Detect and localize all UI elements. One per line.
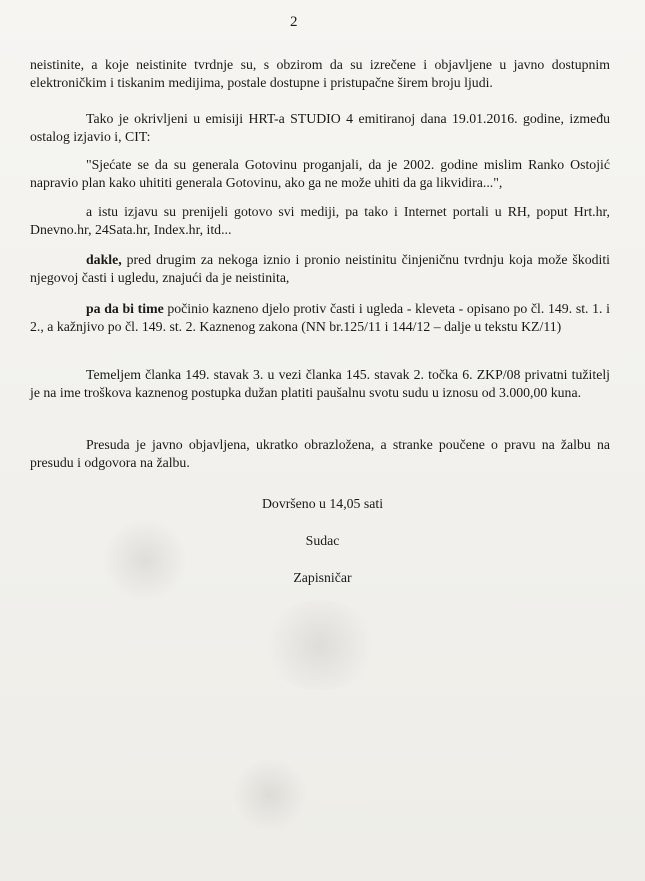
paragraph-continuation xyxy=(30,56,610,92)
scan-smudge xyxy=(230,760,310,830)
paragraph-text: Presuda je javno objavljena, ukratko obrazložena, a stranke poučene o pravu na žalbu na presudu i odgovora na žalbu. xyxy=(30,437,610,470)
paragraph-media xyxy=(30,203,610,239)
paragraph-text: Tako je okrivljeni u emisiji HRT-a STUDIO 4 emitiranoj dana 19.01.2016. godine, između ostalog izjavio i, CIT: xyxy=(30,111,610,144)
judge-label: Sudac xyxy=(305,533,340,548)
clerk-label: Zapisničar xyxy=(293,570,352,585)
page-number: 2 xyxy=(290,14,298,30)
bold-lead: dakle, xyxy=(86,252,122,267)
paragraph-text: počinio kazneno djelo protiv časti i ugleda - kleveta - opisano po čl. 149. st. 1. i 2., a kažnjivo po čl. 149. st. 2. Kaznenog zakona (NN br.125/11 i 144/12 – dalje u tekstu KZ/11) xyxy=(30,301,610,334)
paragraph-quote xyxy=(30,156,610,192)
paragraph-dakle xyxy=(30,251,610,287)
paragraph-text: "Sjećate se da su generala Gotovinu proganjali, da je 2002. godine mislim Ranko Ostojić napravio plan kako uhititi generala Gotovinu, ako ga ne može uhiti da ga likvidira...", xyxy=(30,157,610,190)
paragraph-text: Temeljem članka 149. stavak 3. u vezi članka 145. stavak 2. točka 6. ZKP/08 privatni tužitelj je na ime troškova kaznenog postupka dužan platiti paušalnu svotu sudu u iznosu od 3.000,00 kuna. xyxy=(30,367,610,400)
paragraph-text: pred drugim za nekoga iznio i pronio neistinitu činjeničnu tvrdnju koja može škoditi njegovoj časti i ugledu, znajući da je neistinita, xyxy=(30,252,610,285)
paragraph-broadcast xyxy=(30,110,610,146)
bold-lead: pa da bi time xyxy=(86,301,164,316)
paragraph-text: neistinite, a koje neistinite tvrdnje su, s obzirom da su izrečene i objavljene u javno dostupnim elektroničkim i tiskanim medijima, postale dostupne i pristupačne širem broju ljudi. xyxy=(30,57,610,90)
paragraph-costs xyxy=(30,366,610,402)
paragraph-offence xyxy=(30,300,610,336)
completion-time: Dovršeno u 14,05 sati xyxy=(261,496,384,511)
paragraph-announcement xyxy=(30,436,610,472)
scan-smudge xyxy=(100,520,190,600)
paragraph-text: a istu izjavu su prenijeli gotovo svi mediji, pa tako i Internet portali u RH, poput Hrt.hr, Dnevno.hr, 24Sata.hr, Index.hr, itd... xyxy=(30,204,610,237)
scan-smudge xyxy=(260,600,380,690)
